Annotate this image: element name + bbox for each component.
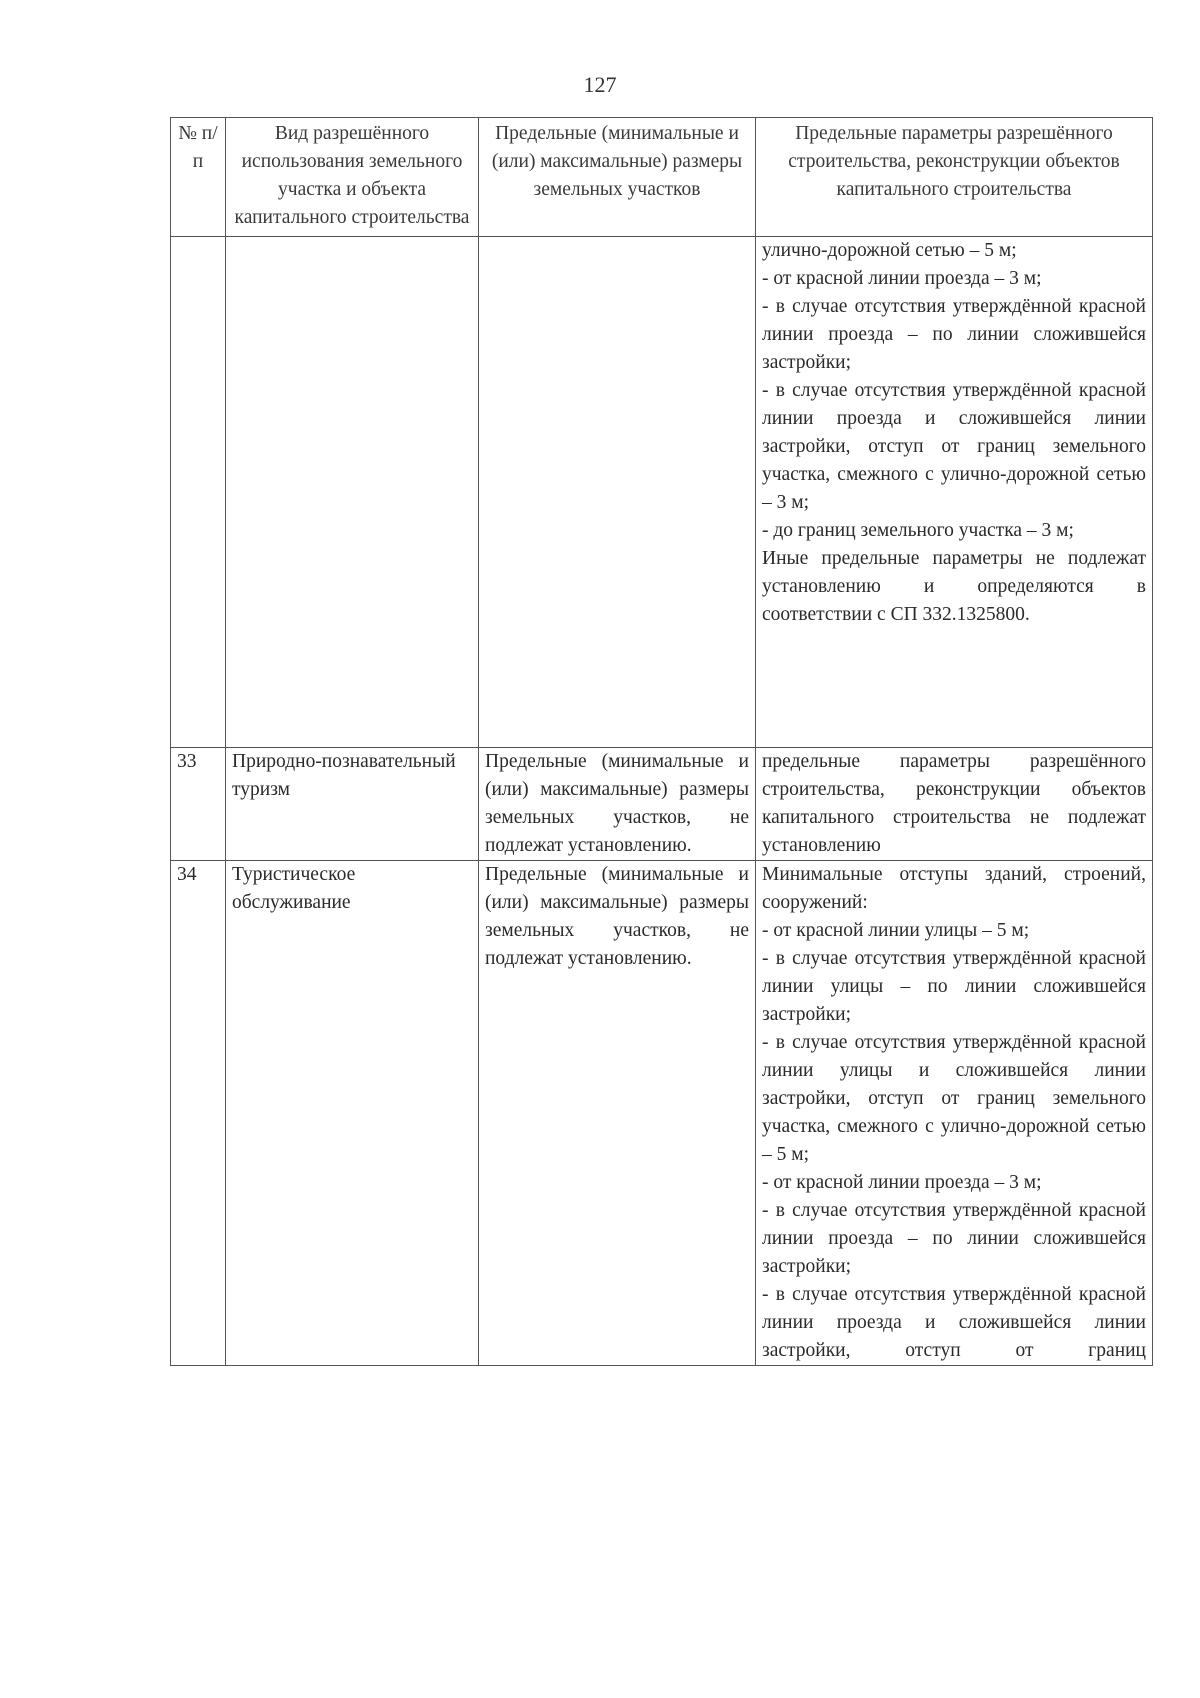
cell-construction-params: предельные параметры разрешённого строительства, реконструкции объектов капитального строительства не подлежат установлению	[756, 748, 1153, 861]
table-header-row	[171, 118, 1153, 237]
cell-plot-sizes	[479, 237, 756, 748]
param-line: - в случае отсутствия утверждённой красной линии улицы и сложившейся линии застройки, отступ от границ земельного участка, смежного с улично-дорожной сетью – 5 м;	[762, 1032, 1146, 1165]
param-line: - до границ земельного участка – 3 м;	[762, 520, 1074, 541]
param-line: Иные предельные параметры не подлежат установлению и определяются в соответствии с СП 332.1325800.	[762, 548, 1146, 625]
header-plot-sizes: Предельные (минимальные и (или) максимальные) размеры земельных участков	[479, 118, 756, 237]
cell-use-kind: Туристическое обслуживание	[226, 861, 479, 1366]
param-line: улично-дорожной сетью – 5 м;	[762, 240, 1017, 261]
param-line: - от красной линии проезда – 3 м;	[762, 1172, 1042, 1193]
cell-use-kind: Природно-познавательный туризм	[226, 748, 479, 861]
cell-plot-sizes: Предельные (минимальные и (или) максимальные) размеры земельных участков, не подлежат установлению.	[479, 861, 756, 1366]
param-line: - в случае отсутствия утверждённой красной линии проезда – по линии сложившейся застройки;	[762, 1200, 1146, 1277]
param-line: - в случае отсутствия утверждённой красной линии проезда и сложившейся линии застройки, отступ от границ	[762, 1284, 1146, 1361]
table-row	[171, 861, 1153, 1366]
header-number: № п/п	[171, 118, 226, 237]
param-line: - от красной линии улицы – 5 м;	[762, 920, 1030, 941]
cell-use-kind	[226, 237, 479, 748]
cell-number	[171, 237, 226, 748]
cell-number: 33	[171, 748, 226, 861]
param-line: - в случае отсутствия утверждённой красной линии проезда – по линии сложившейся застройки;	[762, 296, 1146, 373]
cell-number: 34	[171, 861, 226, 1366]
land-use-table	[170, 117, 1153, 1366]
page-number: 127	[583, 72, 617, 97]
cell-construction-params	[756, 861, 1153, 1366]
table-row-continuation	[171, 237, 1153, 748]
cell-construction-params	[756, 237, 1153, 748]
header-construction-params: Предельные параметры разрешённого строительства, реконструкции объектов капитального строительства	[756, 118, 1153, 237]
header-use-kind: Вид разрешённого использования земельного участка и объекта капитального строительства	[226, 118, 479, 237]
table-row	[171, 748, 1153, 861]
param-line: - в случае отсутствия утверждённой красной линии улицы – по линии сложившейся застройки;	[762, 948, 1146, 1025]
cell-plot-sizes: Предельные (минимальные и (или) максимальные) размеры земельных участков, не подлежат установлению.	[479, 748, 756, 861]
param-line: Минимальные отступы зданий, строений, сооружений:	[762, 864, 1146, 913]
param-line: - от красной линии проезда – 3 м;	[762, 268, 1042, 289]
param-line: - в случае отсутствия утверждённой красной линии проезда и сложившейся линии застройки, отступ от границ земельного участка, смежного с улично-дорожной сетью – 3 м;	[762, 380, 1146, 513]
